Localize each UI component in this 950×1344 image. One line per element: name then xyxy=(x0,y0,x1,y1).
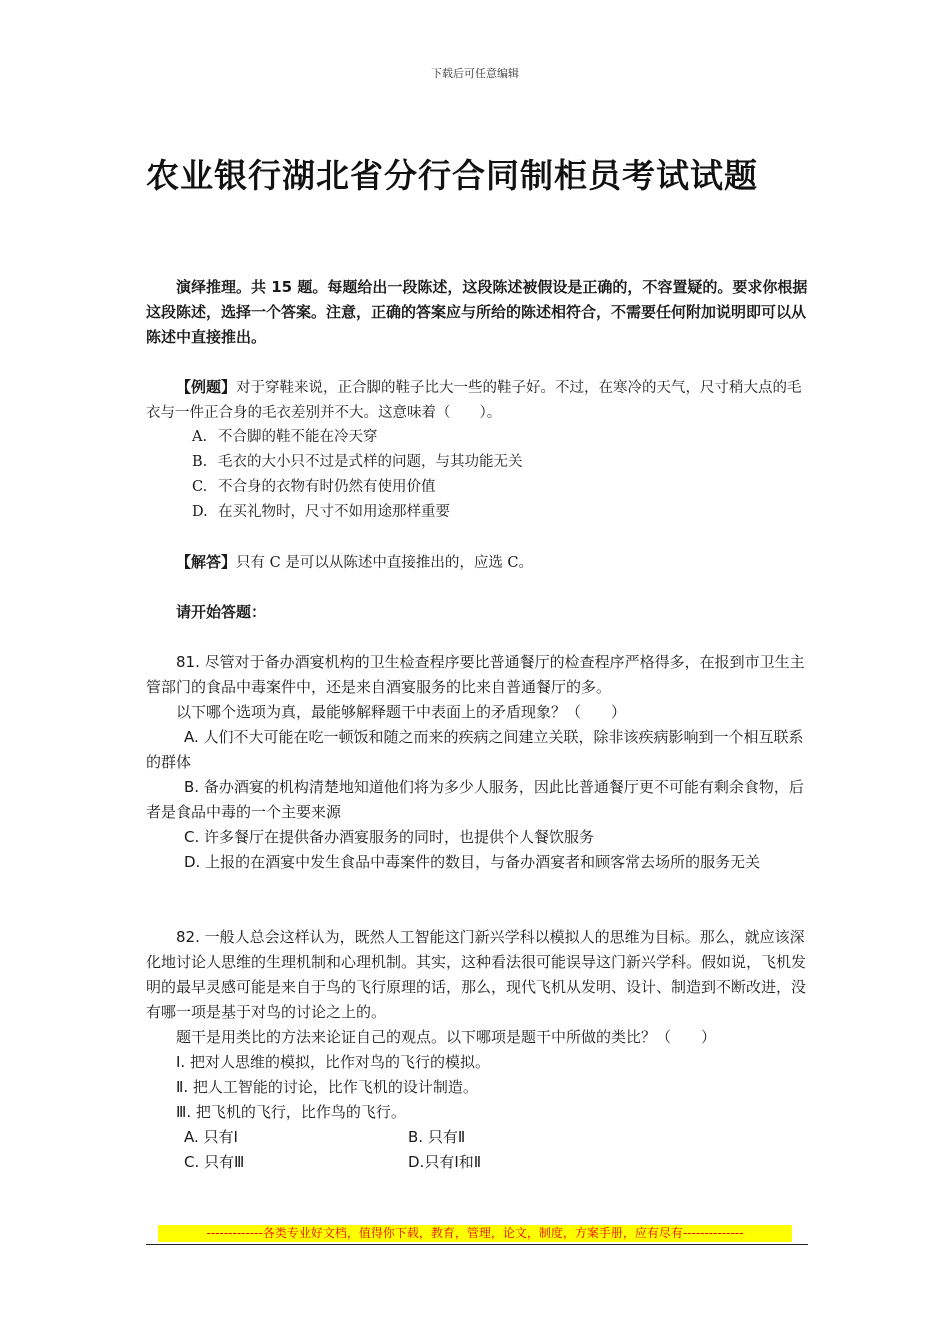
example-option-c xyxy=(192,475,436,500)
q81-option-d: D. 上报的在酒宴中发生食品中毒案件的数目，与备办酒宴者和顾客常去场所的服务无关 xyxy=(184,853,761,871)
q82-option-a: A. 只有Ⅰ xyxy=(184,1128,238,1146)
q81-stem: 81. 尽管对于备办酒宴机构的卫生检查程序要比普通餐厅的检查程序严格得多，在报到市卫生主管部门的食品中毒案件中，还是来自酒宴服务的比来自普通餐厅的多。 xyxy=(146,653,805,696)
footer-banner: -------------各类专业好文档，值得你下载，教育，管理，论文，制度，方案手册，应有尽有-------------- xyxy=(158,1225,792,1242)
example-option-b-text: 毛衣的大小只不过是式样的问题，与其功能无关 xyxy=(218,454,523,470)
example-option-d-letter: D. xyxy=(192,504,208,520)
example-option-b-letter: B. xyxy=(192,454,208,470)
example-option-c-letter: C. xyxy=(192,479,208,495)
q82-item-2: Ⅱ. 把人工智能的讨论，比作飞机的设计制造。 xyxy=(176,1078,478,1096)
example-option-a xyxy=(192,425,378,450)
q82-item-3: Ⅲ. 把飞机的飞行，比作鸟的飞行。 xyxy=(176,1103,406,1121)
example-answer-label: 【解答】 xyxy=(176,553,237,571)
example-option-a-text: 不合脚的鞋不能在冷天穿 xyxy=(218,429,378,445)
example-option-b xyxy=(192,450,523,475)
example-option-a-letter: A. xyxy=(192,429,208,445)
q82-option-d: D.只有Ⅰ和Ⅱ xyxy=(408,1153,482,1171)
q81-option-c: C. 许多餐厅在提供备办酒宴服务的同时，也提供个人餐饮服务 xyxy=(184,828,595,846)
page-header-note: 下载后可任意编辑 xyxy=(431,67,519,80)
example-block xyxy=(146,375,808,426)
example-text: 对于穿鞋来说，正合脚的鞋子比大一些的鞋子好。不过，在寒冷的天气，尺寸稍大点的毛衣与一件正合身的毛衣差别并不大。这意味着（ ）。 xyxy=(146,380,802,421)
example-label: 【例题】 xyxy=(176,378,237,396)
example-option-c-text: 不合身的衣物有时仍然有使用价值 xyxy=(218,479,436,495)
intro-paragraph: 演绎推理。共 15 题。每题给出一段陈述，这段陈述被假设是正确的，不容置疑的。要求你根据这段陈述，选择一个答案。注意，正确的答案应与所给的陈述相符合，不需要任何附加说明即可以从陈述中直接推出。 xyxy=(146,278,808,346)
document-title: 农业银行湖北省分行合同制柜员考试试题 xyxy=(146,156,758,195)
q82-stem: 82. 一般人总会这样认为，既然人工智能这门新兴学科以模拟人的思维为目标。那么，就应该深化地讨论人思维的生理机制和心理机制。其实，这种看法很可能误导这门新兴学科。假如说，飞机发明的最早灵感可能是来自于鸟的飞行原理的话，那么，现代飞机从发明、设计、制造到不断改进，没有哪一项是基于对鸟的讨论之上的。 xyxy=(146,928,807,1021)
q81-option-a: A. 人们不大可能在吃一顿饭和随之而来的疾病之间建立关联，除非该疾病影响到一个相互联系的群体 xyxy=(146,728,804,771)
footer-divider xyxy=(146,1244,808,1245)
q81-question: 以下哪个选项为真，最能够解释题干中表面上的矛盾现象？（ ） xyxy=(176,703,627,721)
q82-question: 题干是用类比的方法来论证自己的观点。以下哪项是题干中所做的类比？（ ） xyxy=(176,1028,717,1046)
q82-option-c: C. 只有Ⅲ xyxy=(184,1153,245,1171)
example-answer xyxy=(146,550,838,576)
q82-option-b: B. 只有Ⅱ xyxy=(408,1128,466,1146)
example-option-d-text: 在买礼物时，尺寸不如用途那样重要 xyxy=(218,504,450,520)
example-answer-text: 只有 C 是可以从陈述中直接推出的，应选 C。 xyxy=(236,555,534,571)
q82-item-1: Ⅰ. 把对人思维的模拟，比作对鸟的飞行的模拟。 xyxy=(176,1053,490,1071)
example-option-d xyxy=(192,500,450,525)
start-prompt: 请开始答题： xyxy=(176,603,267,621)
q81-option-b: B. 备办酒宴的机构清楚地知道他们将为多少人服务，因此比普通餐厅更不可能有剩余食物，后者是食品中毒的一个主要来源 xyxy=(146,778,804,821)
